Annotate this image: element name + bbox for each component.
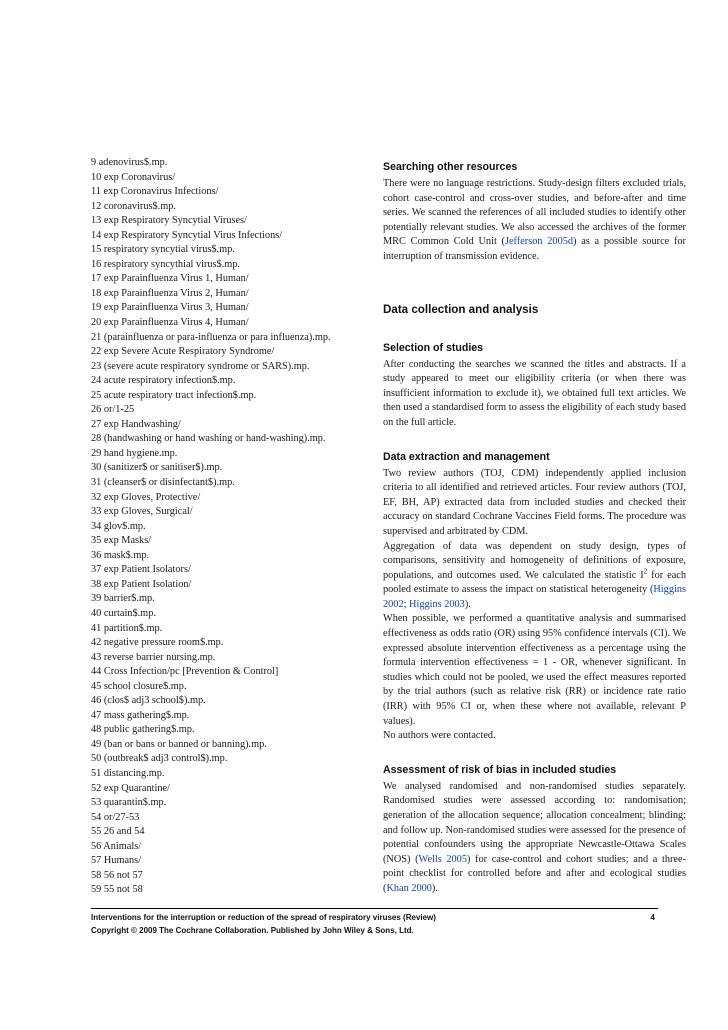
heading-risk-of-bias: Assessment of risk of bias in included studies [383, 763, 617, 776]
search-strategy-line: 31 (cleanser$ or disinfectant$).mp. [91, 477, 235, 489]
search-strategy-list [91, 156, 381, 898]
search-strategy-line: 44 Cross Infection/pc [Prevention & Control] [91, 666, 279, 678]
footer-divider [91, 908, 658, 909]
search-strategy-line: 50 (outbreak$ adj3 control$).mp. [91, 753, 228, 765]
search-strategy-line: 57 Humans/ [91, 855, 142, 867]
search-strategy-line: 33 exp Gloves, Surgical/ [91, 506, 193, 518]
search-strategy-line: 59 55 not 58 [91, 884, 143, 896]
search-strategy-line: 58 56 not 57 [91, 869, 143, 881]
search-strategy-line: 11 exp Coronavirus Infections/ [91, 186, 219, 198]
search-strategy-line: 38 exp Patient Isolation/ [91, 578, 192, 590]
bias-paragraph: We analysed randomised and non-randomised studies separately. Randomised studies were assessed according to: randomisation; generation of the allocation sequence; allocation concealment; blinding; and follow up. Non-randomised studies were assessed for the presence of potential confounders using the appropriate Newcastle-Ottawa Scales (NOS) (Wells 2005) for case-control and cohort studies; and a three-point checklist for controlled before and after and ecological studies (Khan 2000). [383, 780, 686, 894]
search-strategy-line: 45 school closure$.mp. [91, 680, 187, 692]
search-strategy-line: 39 barrier$.mp. [91, 593, 155, 605]
search-strategy-line: 16 respiratory syncythial virus$.mp. [91, 258, 240, 270]
search-strategy-line: 19 exp Parainfluenza Virus 3, Human/ [91, 302, 249, 314]
search-strategy-line: 21 (parainfluenza or para-influenza or para influenza).mp. [91, 331, 331, 343]
search-strategy-line: 54 or/27-53 [91, 811, 140, 823]
search-strategy-line: 47 mass gathering$.mp. [91, 709, 190, 721]
search-strategy-line: 34 glov$.mp. [91, 520, 146, 532]
extraction-paragraph-4: No authors were contacted. [383, 730, 496, 742]
search-strategy-line: 41 partition$.mp. [91, 622, 163, 634]
search-strategy-line: 22 exp Severe Acute Respiratory Syndrome/ [91, 346, 275, 358]
footer-copyright: Copyright © 2009 The Cochrane Collaboration. Published by John Wiley & Sons, Ltd. [91, 925, 414, 935]
search-strategy-line: 13 exp Respiratory Syncytial Viruses/ [91, 215, 247, 227]
search-strategy-line: 51 distancing.mp. [91, 767, 165, 779]
search-strategy-line: 18 exp Parainfluenza Virus 2, Human/ [91, 287, 249, 299]
ref-link-khan-2000[interactable]: Khan 2000 [386, 882, 432, 894]
search-strategy-line: 52 exp Quarantine/ [91, 782, 170, 794]
heading-selection-of-studies: Selection of studies [383, 341, 484, 354]
page-number: 4 [650, 913, 655, 922]
search-strategy-line: 43 reverse barrier nursing.mp. [91, 651, 216, 663]
search-strategy-line: 40 curtain$.mp. [91, 607, 156, 619]
search-strategy-line: 49 (ban or bans or banned or banning).mp. [91, 738, 267, 750]
search-strategy-line: 20 exp Parainfluenza Virus 4, Human/ [91, 317, 249, 329]
ref-link-jefferson-2005d[interactable]: Jefferson 2005d [504, 236, 574, 248]
search-strategy-line: 30 (sanitizer$ or sanitiser$).mp. [91, 462, 223, 474]
search-strategy-line: 12 coronavirus$.mp. [91, 200, 176, 212]
search-strategy-line: 48 public gathering$.mp. [91, 724, 195, 736]
search-strategy-line: 17 exp Parainfluenza Virus 1, Human/ [91, 273, 249, 285]
search-strategy-line: 15 respiratory syncytial virus$.mp. [91, 244, 235, 256]
search-strategy-line: 23 (severe acute respiratory syndrome or SARS).mp. [91, 360, 310, 372]
search-strategy-line: 24 acute respiratory infection$.mp. [91, 375, 236, 387]
extraction-paragraph-1: Two review authors (TOJ, CDM) independently applied inclusion criteria to all identified and retrieved articles. Four review authors (TOJ, EF, BH, AP) extracted data from included studies and checked their accuracy on standard Cochrane Vaccines Field forms. The procedure was supervised and arbitrated by CDM. [383, 467, 686, 537]
ref-link-higgins-2002[interactable]: Higgins 2002 [383, 584, 686, 610]
search-strategy-line: 32 exp Gloves, Protective/ [91, 491, 201, 503]
ref-link-wells-2005[interactable]: Wells 2005 [418, 853, 467, 865]
search-strategy-line: 56 Animals/ [91, 840, 142, 852]
search-strategy-line: 55 26 and 54 [91, 826, 145, 838]
extraction-paragraph-2: Aggregation of data was dependent on study design, types of comparisons, sensitivity and homogeneity of definitions of exposure, populations, and outcomes used. We calculated the statistic $I^2$ for each pooled estimate to assess the impact on statistical heterogeneity (Higgins 2002; Higgins 2003). [383, 540, 687, 610]
ref-link-higgins-2003[interactable]: Higgins 2003 [409, 598, 465, 610]
heading-data-extraction: Data extraction and management [383, 450, 550, 463]
search-strategy-line: 35 exp Masks/ [91, 535, 152, 547]
selection-paragraph: After conducting the searches we scanned the titles and abstracts. If a study appeared to meet our eligibility criteria (or when there was insufficient information to exclude it), we obtained full text articles. We then used a standardised form to assess the eligibility of each study based on the full article. [383, 358, 686, 428]
heading-searching-other-resources: Searching other resources [383, 161, 518, 173]
methods-column [383, 156, 686, 897]
search-strategy-line: 29 hand hygiene.mp. [91, 447, 178, 459]
search-strategy-line: 14 exp Respiratory Syncytial Virus Infections/ [91, 229, 283, 241]
searching-other-paragraph: There were no language restrictions. Study-design filters excluded trials, cohort case-control and cross-over studies, and before-after and time series. We scanned the references of all included studies to identify other potentially relevant studies. We also accessed the archives of the former MRC Common Cold Unit (Jefferson 2005d) as a possible source for interruption of transmission evidence. [383, 178, 686, 262]
search-strategy-line: 10 exp Coronavirus/ [91, 171, 176, 183]
search-strategy-line: 25 acute respiratory tract infection$.mp. [91, 389, 257, 401]
footer-review-title: Interventions for the interruption or reduction of the spread of respiratory viruses (Review) [91, 913, 436, 922]
search-strategy-line: 26 or/1-25 [91, 404, 135, 416]
search-strategy-line: 28 (handwashing or hand washing or hand-washing).mp. [91, 433, 326, 445]
search-strategy-line: 53 quarantin$.mp. [91, 797, 167, 809]
search-strategy-line: 9 adenovirus$.mp. [91, 157, 168, 168]
search-strategy-line: 27 exp Handwashing/ [91, 418, 181, 430]
search-strategy-line: 37 exp Patient Isolators/ [91, 564, 191, 576]
search-strategy-line: 46 (clos$ adj3 school$).mp. [91, 695, 206, 707]
heading-data-collection-analysis: Data collection and analysis [383, 302, 539, 316]
search-strategy-line: 42 negative pressure room$.mp. [91, 637, 224, 649]
page-footer [91, 912, 658, 937]
extraction-paragraph-3: When possible, we performed a quantitative analysis and summarised effectiveness as odds ratio (OR) using 95% confidence intervals (CI). We expressed absolute intervention effectiveness as a percentage using the formula intervention effectiveness = 1 - OR, whenever significant. In studies which could not be pooled, we used the effect measures reported by the trial authors (such as relative risk (RR) or incidence rate ratio (IRR) with 95% CI or, when these where not available, relevant P values). [383, 613, 686, 727]
search-strategy-line: 36 mask$.mp. [91, 549, 150, 561]
